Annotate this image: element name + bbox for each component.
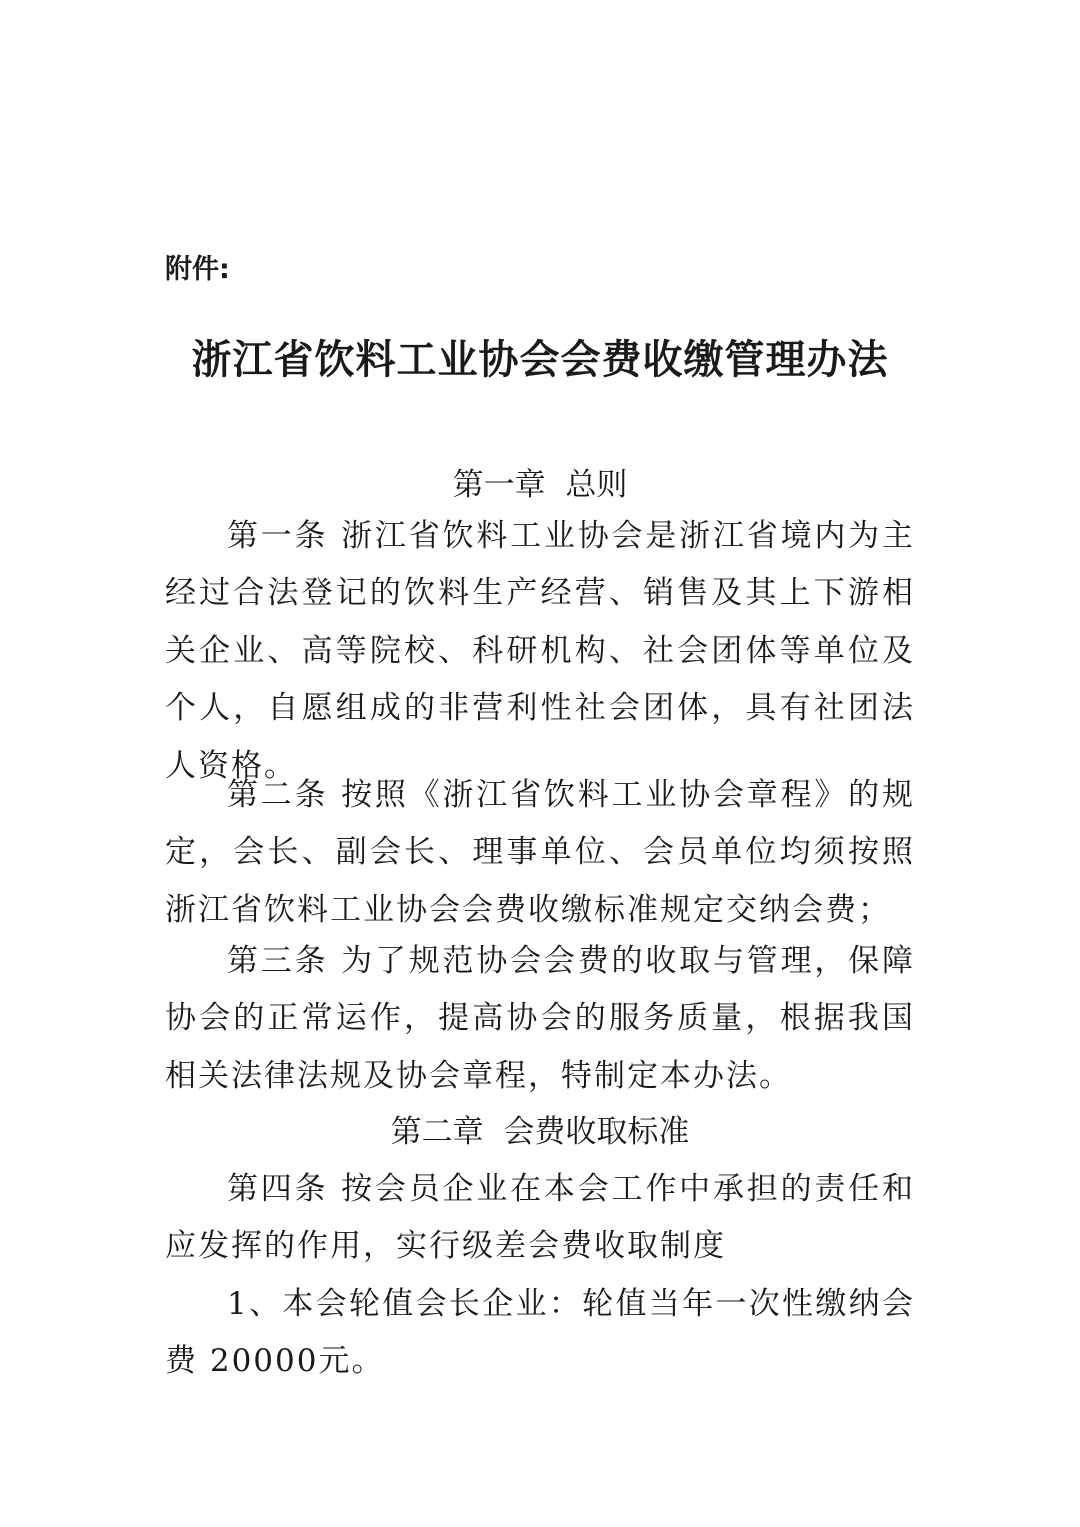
article-3: 第三条 为了规范协会会费的收取与管理，保障协会的正常运作，提高协会的服务质量，根据我国相关法律法规及协会章程，特制定本办法。 (165, 943, 915, 1094)
article-4-item-1: 1、本会轮值会长企业：轮值当年一次性缴纳会费 20000元。 (165, 1286, 915, 1380)
chapter-heading-2: 第二章 会费收取标准 (390, 1114, 690, 1150)
article-1: 第一条 浙江省饮料工业协会是浙江省境内为主经过合法登记的饮料生产经营、销售及其上下游相关企业、高等院校、科研机构、社会团体等单位及个人，自愿组成的非营利性社会团体，具有社团法人资格。 (165, 518, 915, 784)
article-2: 第二条 按照《浙江省饮料工业协会章程》的规定，会长、副会长、理事单位、会员单位均须按照浙江省饮料工业协会会费收缴标准规定交纳会费； (165, 777, 915, 928)
article-4: 第四条 按会员企业在本会工作中承担的责任和应发挥的作用，实行级差会费收取制度 (165, 1171, 915, 1265)
chapter-heading-1: 第一章 总则 (452, 467, 628, 503)
document-title: 浙江省饮料工业协会会费收缴管理办法 (191, 336, 889, 383)
attachment-label: 附件: (165, 254, 230, 285)
